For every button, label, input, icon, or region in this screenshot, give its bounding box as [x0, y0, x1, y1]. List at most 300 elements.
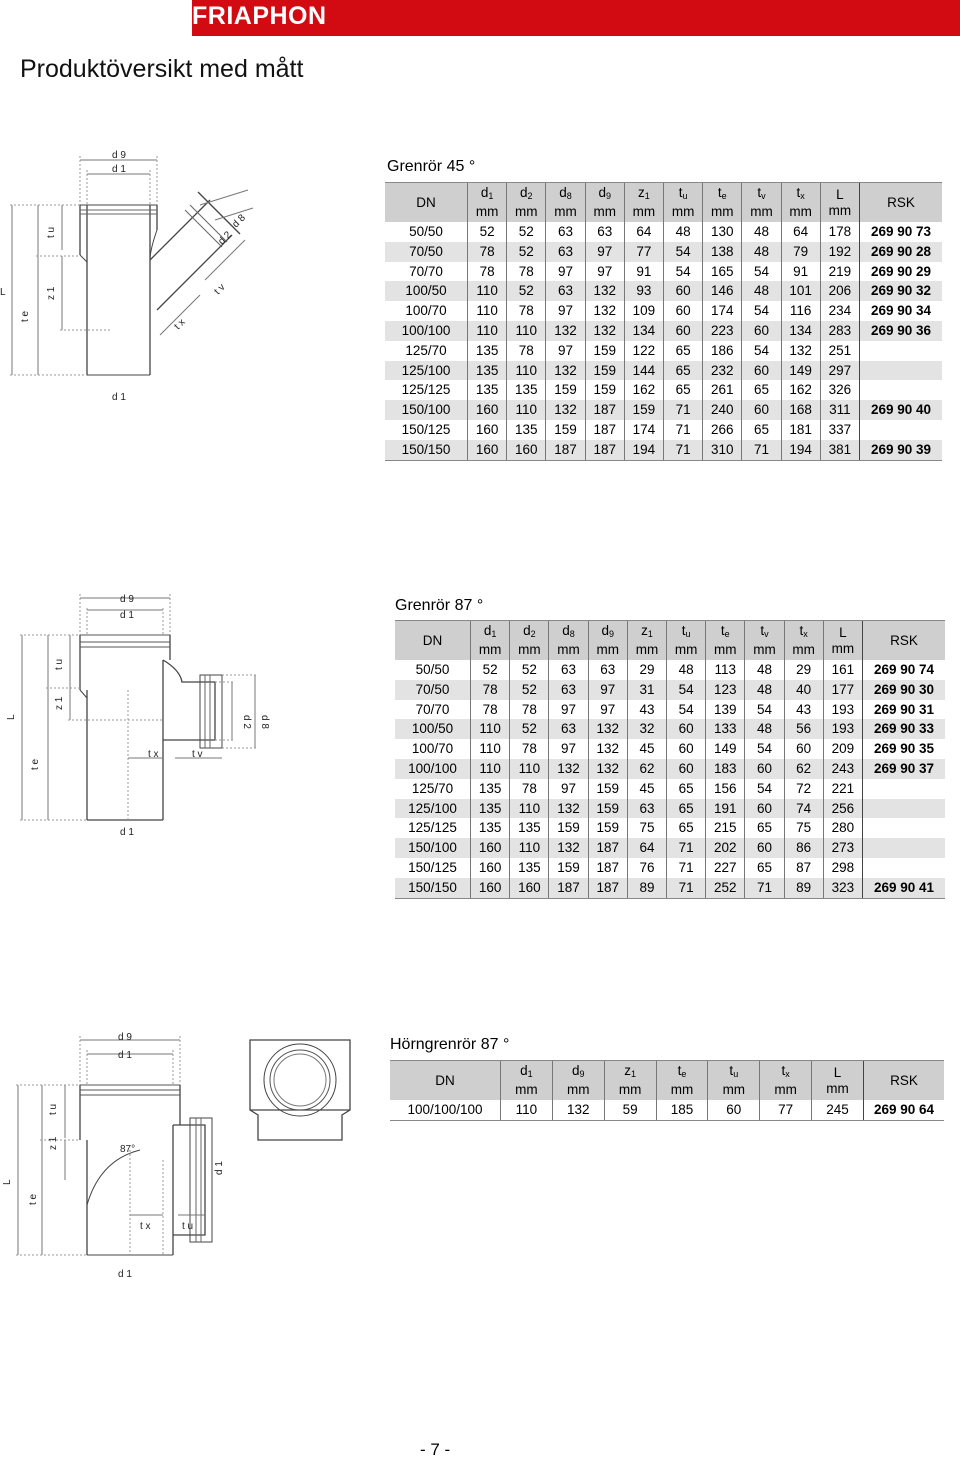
table-row: [395, 838, 945, 858]
label-tx: t x: [148, 749, 159, 760]
label-d2: d 2: [216, 229, 234, 248]
table-cell: 280: [823, 818, 862, 838]
cell-rsk: 269 90 36: [860, 321, 943, 341]
table-cell: 159: [588, 799, 627, 819]
table-cell: 122: [624, 341, 663, 361]
table-cell: 132: [585, 281, 624, 301]
table-cell: 59: [604, 1100, 656, 1120]
table-cell: 160: [468, 400, 507, 420]
table-cell: 135: [471, 779, 510, 799]
table-cell: 132: [588, 739, 627, 759]
table-cell: 62: [784, 759, 823, 779]
table-cell: 187: [585, 440, 624, 460]
label-d1: d 1: [112, 164, 126, 175]
table-header-row: [395, 621, 945, 661]
cell-dn: 150/125: [395, 858, 471, 878]
table-cell: 234: [820, 301, 859, 321]
table-cell: 159: [588, 779, 627, 799]
table-cell: 97: [549, 739, 588, 759]
table-cell: 32: [627, 719, 666, 739]
cell-rsk: 269 90 34: [860, 301, 943, 321]
table-cell: 160: [471, 838, 510, 858]
table-cell: 149: [706, 739, 745, 759]
table-cell: 72: [784, 779, 823, 799]
header-z1: $z_1$ mm: [627, 621, 666, 661]
header-L: L mm: [820, 183, 859, 223]
table-row: [390, 1100, 944, 1120]
table-row: [395, 700, 945, 720]
cell-rsk: 269 90 37: [863, 759, 946, 779]
label-z1: z 1: [46, 286, 57, 300]
table-cell: 132: [549, 799, 588, 819]
table-cell: 168: [781, 400, 820, 420]
table-cell: 45: [627, 739, 666, 759]
table-cell: 273: [823, 838, 862, 858]
table-cell: 187: [588, 878, 627, 898]
table-cell: 252: [706, 878, 745, 898]
table-cell: 86: [784, 838, 823, 858]
cell-dn: 125/125: [395, 818, 471, 838]
table-cell: 139: [706, 700, 745, 720]
table-cell: 54: [664, 242, 703, 262]
table-cell: 135: [507, 420, 546, 440]
header-dn: DN: [385, 183, 468, 223]
table-cell: 160: [510, 878, 549, 898]
table-cell: 78: [471, 700, 510, 720]
label-d1-side: d 1: [214, 1161, 225, 1175]
table-cell: 60: [664, 321, 703, 341]
table-cell: 29: [627, 660, 666, 680]
table-body: [385, 222, 942, 460]
table-cell: 52: [510, 660, 549, 680]
cell-rsk: [863, 799, 946, 819]
table-body: [390, 1100, 944, 1120]
table-cell: 215: [706, 818, 745, 838]
label-te: t e: [28, 1193, 39, 1205]
table-cell: 54: [667, 680, 706, 700]
cell-rsk: 269 90 28: [860, 242, 943, 262]
table-cell: 240: [703, 400, 742, 420]
table-cell: 174: [703, 301, 742, 321]
cell-rsk: [860, 420, 943, 440]
table-cell: 194: [624, 440, 663, 460]
table-cell: 89: [784, 878, 823, 898]
table-cell: 110: [468, 281, 507, 301]
table-cell: 64: [624, 222, 663, 242]
table-cell: 65: [664, 341, 703, 361]
table-cell: 64: [627, 838, 666, 858]
table-cell: 77: [624, 242, 663, 262]
cell-dn: 125/70: [395, 779, 471, 799]
table-cell: 187: [585, 400, 624, 420]
table-cell: 187: [588, 838, 627, 858]
table-cell: 159: [549, 858, 588, 878]
table-cell: 75: [784, 818, 823, 838]
table-cell: 74: [784, 799, 823, 819]
table-cell: 63: [549, 719, 588, 739]
table-cell: 132: [549, 838, 588, 858]
table-cell: 71: [745, 878, 784, 898]
cell-rsk: 269 90 33: [863, 719, 946, 739]
table-cell: 48: [742, 281, 781, 301]
table-cell: 159: [585, 380, 624, 400]
label-d1: d 1: [120, 610, 134, 621]
table-cell: 48: [742, 242, 781, 262]
table-cell: 133: [706, 719, 745, 739]
table-cell: 52: [471, 660, 510, 680]
table-cell: 54: [742, 341, 781, 361]
table-cell: 54: [745, 700, 784, 720]
table-row: [395, 660, 945, 680]
table-cell: 132: [549, 759, 588, 779]
table-cell: 185: [656, 1100, 708, 1120]
table-cell: 192: [820, 242, 859, 262]
table-row: [395, 799, 945, 819]
table-cell: 178: [820, 222, 859, 242]
table-cell: 174: [624, 420, 663, 440]
table-cell: 63: [627, 799, 666, 819]
table-cell: 54: [742, 262, 781, 282]
cell-rsk: 269 90 41: [863, 878, 946, 898]
table-cell: 43: [784, 700, 823, 720]
cell-dn: 100/50: [395, 719, 471, 739]
label-d9: d 9: [118, 1032, 132, 1043]
table-cell: 206: [820, 281, 859, 301]
page-number: - 7 -: [420, 1440, 451, 1459]
cell-dn: 125/125: [385, 380, 468, 400]
label-te: t e: [30, 758, 41, 770]
table-cell: 65: [745, 858, 784, 878]
table-cell: 65: [742, 420, 781, 440]
table-cell: 65: [745, 818, 784, 838]
table-cell: 110: [468, 301, 507, 321]
table-cell: 97: [546, 301, 585, 321]
header-rsk: RSK: [864, 1061, 945, 1101]
table-cell: 181: [781, 420, 820, 440]
label-d1-bottom: d 1: [120, 827, 134, 838]
cell-dn: 100/50: [385, 281, 468, 301]
table-cell: 135: [471, 799, 510, 819]
table-cell: 209: [823, 739, 862, 759]
cell-dn: 50/50: [385, 222, 468, 242]
table-cell: 60: [742, 400, 781, 420]
label-z1: z 1: [48, 1136, 59, 1150]
table-cell: 78: [507, 341, 546, 361]
header-te: $t_e$ mm: [656, 1061, 708, 1101]
header-L: L mm: [823, 621, 862, 661]
table-cell: 71: [667, 878, 706, 898]
table-header-row: [390, 1061, 944, 1101]
label-L: L: [0, 287, 6, 298]
cell-rsk: 269 90 73: [860, 222, 943, 242]
table-cell: 29: [784, 660, 823, 680]
cell-rsk: 269 90 29: [860, 262, 943, 282]
cell-rsk: [863, 818, 946, 838]
table-row: [385, 301, 942, 321]
table-row: [385, 420, 942, 440]
table-cell: 110: [501, 1100, 553, 1120]
table-cell: 52: [468, 222, 507, 242]
table-cell: 123: [706, 680, 745, 700]
label-tu: t u: [48, 1103, 59, 1115]
table-cell: 48: [742, 222, 781, 242]
table-cell: 52: [510, 680, 549, 700]
table-cell: 31: [627, 680, 666, 700]
table-cell: 266: [703, 420, 742, 440]
cell-rsk: 269 90 74: [863, 660, 946, 680]
header-te: $t_e$ mm: [706, 621, 745, 661]
table-cell: 245: [812, 1100, 864, 1120]
table-cell: 63: [588, 660, 627, 680]
table-cell: 65: [664, 361, 703, 381]
table-cell: 159: [546, 380, 585, 400]
cell-rsk: [863, 858, 946, 878]
table-cell: 54: [742, 301, 781, 321]
table-cell: 132: [546, 361, 585, 381]
header-dn: DN: [395, 621, 471, 661]
table-cell: 78: [468, 242, 507, 262]
table-cell: 52: [507, 281, 546, 301]
table-cell: 381: [820, 440, 859, 460]
table-cell: 187: [588, 858, 627, 878]
header-L: L mm: [812, 1061, 864, 1101]
table-cell: 60: [745, 838, 784, 858]
label-tv: t v: [212, 281, 228, 298]
table-cell: 194: [781, 440, 820, 460]
table-cell: 251: [820, 341, 859, 361]
header-z1: $z_1$ mm: [604, 1061, 656, 1101]
header-tx: $t_x$ mm: [781, 183, 820, 223]
table-cell: 97: [549, 700, 588, 720]
label-d1-bottom: d 1: [118, 1269, 132, 1280]
table-cell: 138: [703, 242, 742, 262]
table-cell: 110: [471, 759, 510, 779]
table-cell: 91: [624, 262, 663, 282]
cell-dn: 100/70: [385, 301, 468, 321]
table-cell: 97: [585, 242, 624, 262]
table-body: [395, 660, 945, 898]
brand-logo: FRIAPHON: [192, 2, 327, 30]
table-cell: 63: [546, 222, 585, 242]
table-cell: 110: [507, 361, 546, 381]
table-cell: 78: [471, 680, 510, 700]
table-cell: 223: [703, 321, 742, 341]
table-cell: 63: [546, 281, 585, 301]
header-d1: $d_1$ mm: [501, 1061, 553, 1101]
table-cell: 48: [664, 222, 703, 242]
header-d9: $d_9$ mm: [552, 1061, 604, 1101]
table-cell: 109: [624, 301, 663, 321]
table-cell: 54: [745, 779, 784, 799]
table-row: [385, 361, 942, 381]
cell-rsk: [860, 380, 943, 400]
label-tv: t v: [192, 749, 203, 760]
table-cell: 97: [588, 680, 627, 700]
table-cell: 89: [627, 878, 666, 898]
table-cell: 183: [706, 759, 745, 779]
header-tu: $t_u$ mm: [667, 621, 706, 661]
table-cell: 134: [781, 321, 820, 341]
table-cell: 116: [781, 301, 820, 321]
cell-rsk: [860, 361, 943, 381]
table-row: [395, 818, 945, 838]
header-d2: $d_2$ mm: [507, 183, 546, 223]
table-cell: 159: [546, 420, 585, 440]
table-cell: 187: [549, 878, 588, 898]
table-cell: 91: [781, 262, 820, 282]
table-cell: 191: [706, 799, 745, 819]
table-cell: 97: [585, 262, 624, 282]
label-tu: t u: [46, 226, 57, 238]
table-cell: 65: [667, 818, 706, 838]
table-cell: 135: [510, 818, 549, 838]
table-cell: 93: [624, 281, 663, 301]
table-horngrenror-87: [390, 1060, 944, 1121]
diagram-horngrenror-87: [0, 1030, 360, 1290]
table-row: [395, 719, 945, 739]
table-cell: 193: [823, 719, 862, 739]
table-cell: 60: [664, 281, 703, 301]
table-cell: 256: [823, 799, 862, 819]
label-te: t e: [20, 310, 31, 322]
table-cell: 219: [820, 262, 859, 282]
table-cell: 60: [667, 739, 706, 759]
table-row: [395, 779, 945, 799]
table-cell: 52: [507, 242, 546, 262]
table-cell: 48: [745, 660, 784, 680]
label-d8: d 8: [259, 715, 270, 729]
cell-dn: 100/100: [385, 321, 468, 341]
table-cell: 162: [781, 380, 820, 400]
table-cell: 132: [546, 400, 585, 420]
table-cell: 146: [703, 281, 742, 301]
table-cell: 232: [703, 361, 742, 381]
table-cell: 156: [706, 779, 745, 799]
label-z1: z 1: [54, 696, 65, 710]
table-cell: 132: [781, 341, 820, 361]
label-d8: d 8: [230, 212, 248, 231]
table-cell: 52: [507, 222, 546, 242]
table-cell: 65: [667, 779, 706, 799]
table-grenror-45: [385, 182, 942, 461]
cell-dn: 50/50: [395, 660, 471, 680]
table-cell: 64: [781, 222, 820, 242]
table-cell: 110: [471, 739, 510, 759]
table-cell: 187: [546, 440, 585, 460]
table-cell: 78: [507, 262, 546, 282]
table-cell: 60: [742, 361, 781, 381]
table-cell: 63: [549, 660, 588, 680]
table-cell: 193: [823, 700, 862, 720]
cell-dn: 70/50: [395, 680, 471, 700]
cell-dn: 100/70: [395, 739, 471, 759]
table-cell: 77: [760, 1100, 812, 1120]
table-row: [385, 321, 942, 341]
header-z1: $z_1$ mm: [624, 183, 663, 223]
table-cell: 60: [745, 799, 784, 819]
table-cell: 48: [745, 719, 784, 739]
table-cell: 135: [468, 341, 507, 361]
cell-rsk: 269 90 35: [863, 739, 946, 759]
cell-dn: 100/100: [395, 759, 471, 779]
table-cell: 60: [742, 321, 781, 341]
header-d9: $d_9$ mm: [588, 621, 627, 661]
page-title: Produktöversikt med mått: [20, 55, 304, 83]
table-cell: 298: [823, 858, 862, 878]
table-row: [385, 281, 942, 301]
header-rsk: RSK: [863, 621, 946, 661]
table-cell: 132: [588, 759, 627, 779]
table-cell: 110: [510, 759, 549, 779]
table-cell: 337: [820, 420, 859, 440]
table-cell: 101: [781, 281, 820, 301]
table-cell: 110: [510, 799, 549, 819]
table-cell: 187: [585, 420, 624, 440]
table-cell: 113: [706, 660, 745, 680]
diagram-grenror-87: [0, 590, 270, 850]
table-cell: 135: [507, 380, 546, 400]
table-cell: 60: [745, 759, 784, 779]
table-cell: 149: [781, 361, 820, 381]
table-row: [395, 680, 945, 700]
header-d8: $d_8$ mm: [549, 621, 588, 661]
table-cell: 159: [549, 818, 588, 838]
label-tx: t x: [172, 316, 188, 333]
table-row: [395, 858, 945, 878]
table-grenror-87: [395, 620, 945, 899]
cell-dn: 125/70: [385, 341, 468, 361]
table-cell: 40: [784, 680, 823, 700]
cell-dn: 70/50: [385, 242, 468, 262]
header-tu: $t_u$ mm: [664, 183, 703, 223]
table-cell: 135: [510, 858, 549, 878]
table-cell: 161: [823, 660, 862, 680]
table-cell: 144: [624, 361, 663, 381]
table-cell: 87: [784, 858, 823, 878]
header-te: $t_e$ mm: [703, 183, 742, 223]
cell-dn: 150/125: [385, 420, 468, 440]
cell-rsk: 269 90 39: [860, 440, 943, 460]
table-cell: 78: [510, 779, 549, 799]
label-tu: t u: [54, 658, 65, 670]
table-cell: 97: [588, 700, 627, 720]
label-d2: d 2: [241, 715, 252, 729]
table-cell: 78: [510, 739, 549, 759]
table-cell: 159: [588, 818, 627, 838]
diagram-grenror-45: [0, 150, 270, 420]
header-dn: DN: [390, 1061, 501, 1101]
table-cell: 63: [546, 242, 585, 262]
table-cell: 243: [823, 759, 862, 779]
table-cell: 78: [468, 262, 507, 282]
table-row: [385, 440, 942, 460]
label-L: L: [2, 1179, 13, 1185]
table-cell: 132: [552, 1100, 604, 1120]
table-cell: 65: [667, 799, 706, 819]
table-cell: 159: [624, 400, 663, 420]
table-cell: 160: [468, 440, 507, 460]
table-cell: 48: [745, 680, 784, 700]
label-tx: t x: [140, 1221, 151, 1232]
cell-rsk: [860, 341, 943, 361]
table-cell: 71: [664, 420, 703, 440]
table-cell: 160: [468, 420, 507, 440]
table-cell: 186: [703, 341, 742, 361]
cell-dn: 125/100: [385, 361, 468, 381]
table-cell: 65: [742, 380, 781, 400]
table-cell: 71: [664, 400, 703, 420]
table-row: [395, 739, 945, 759]
